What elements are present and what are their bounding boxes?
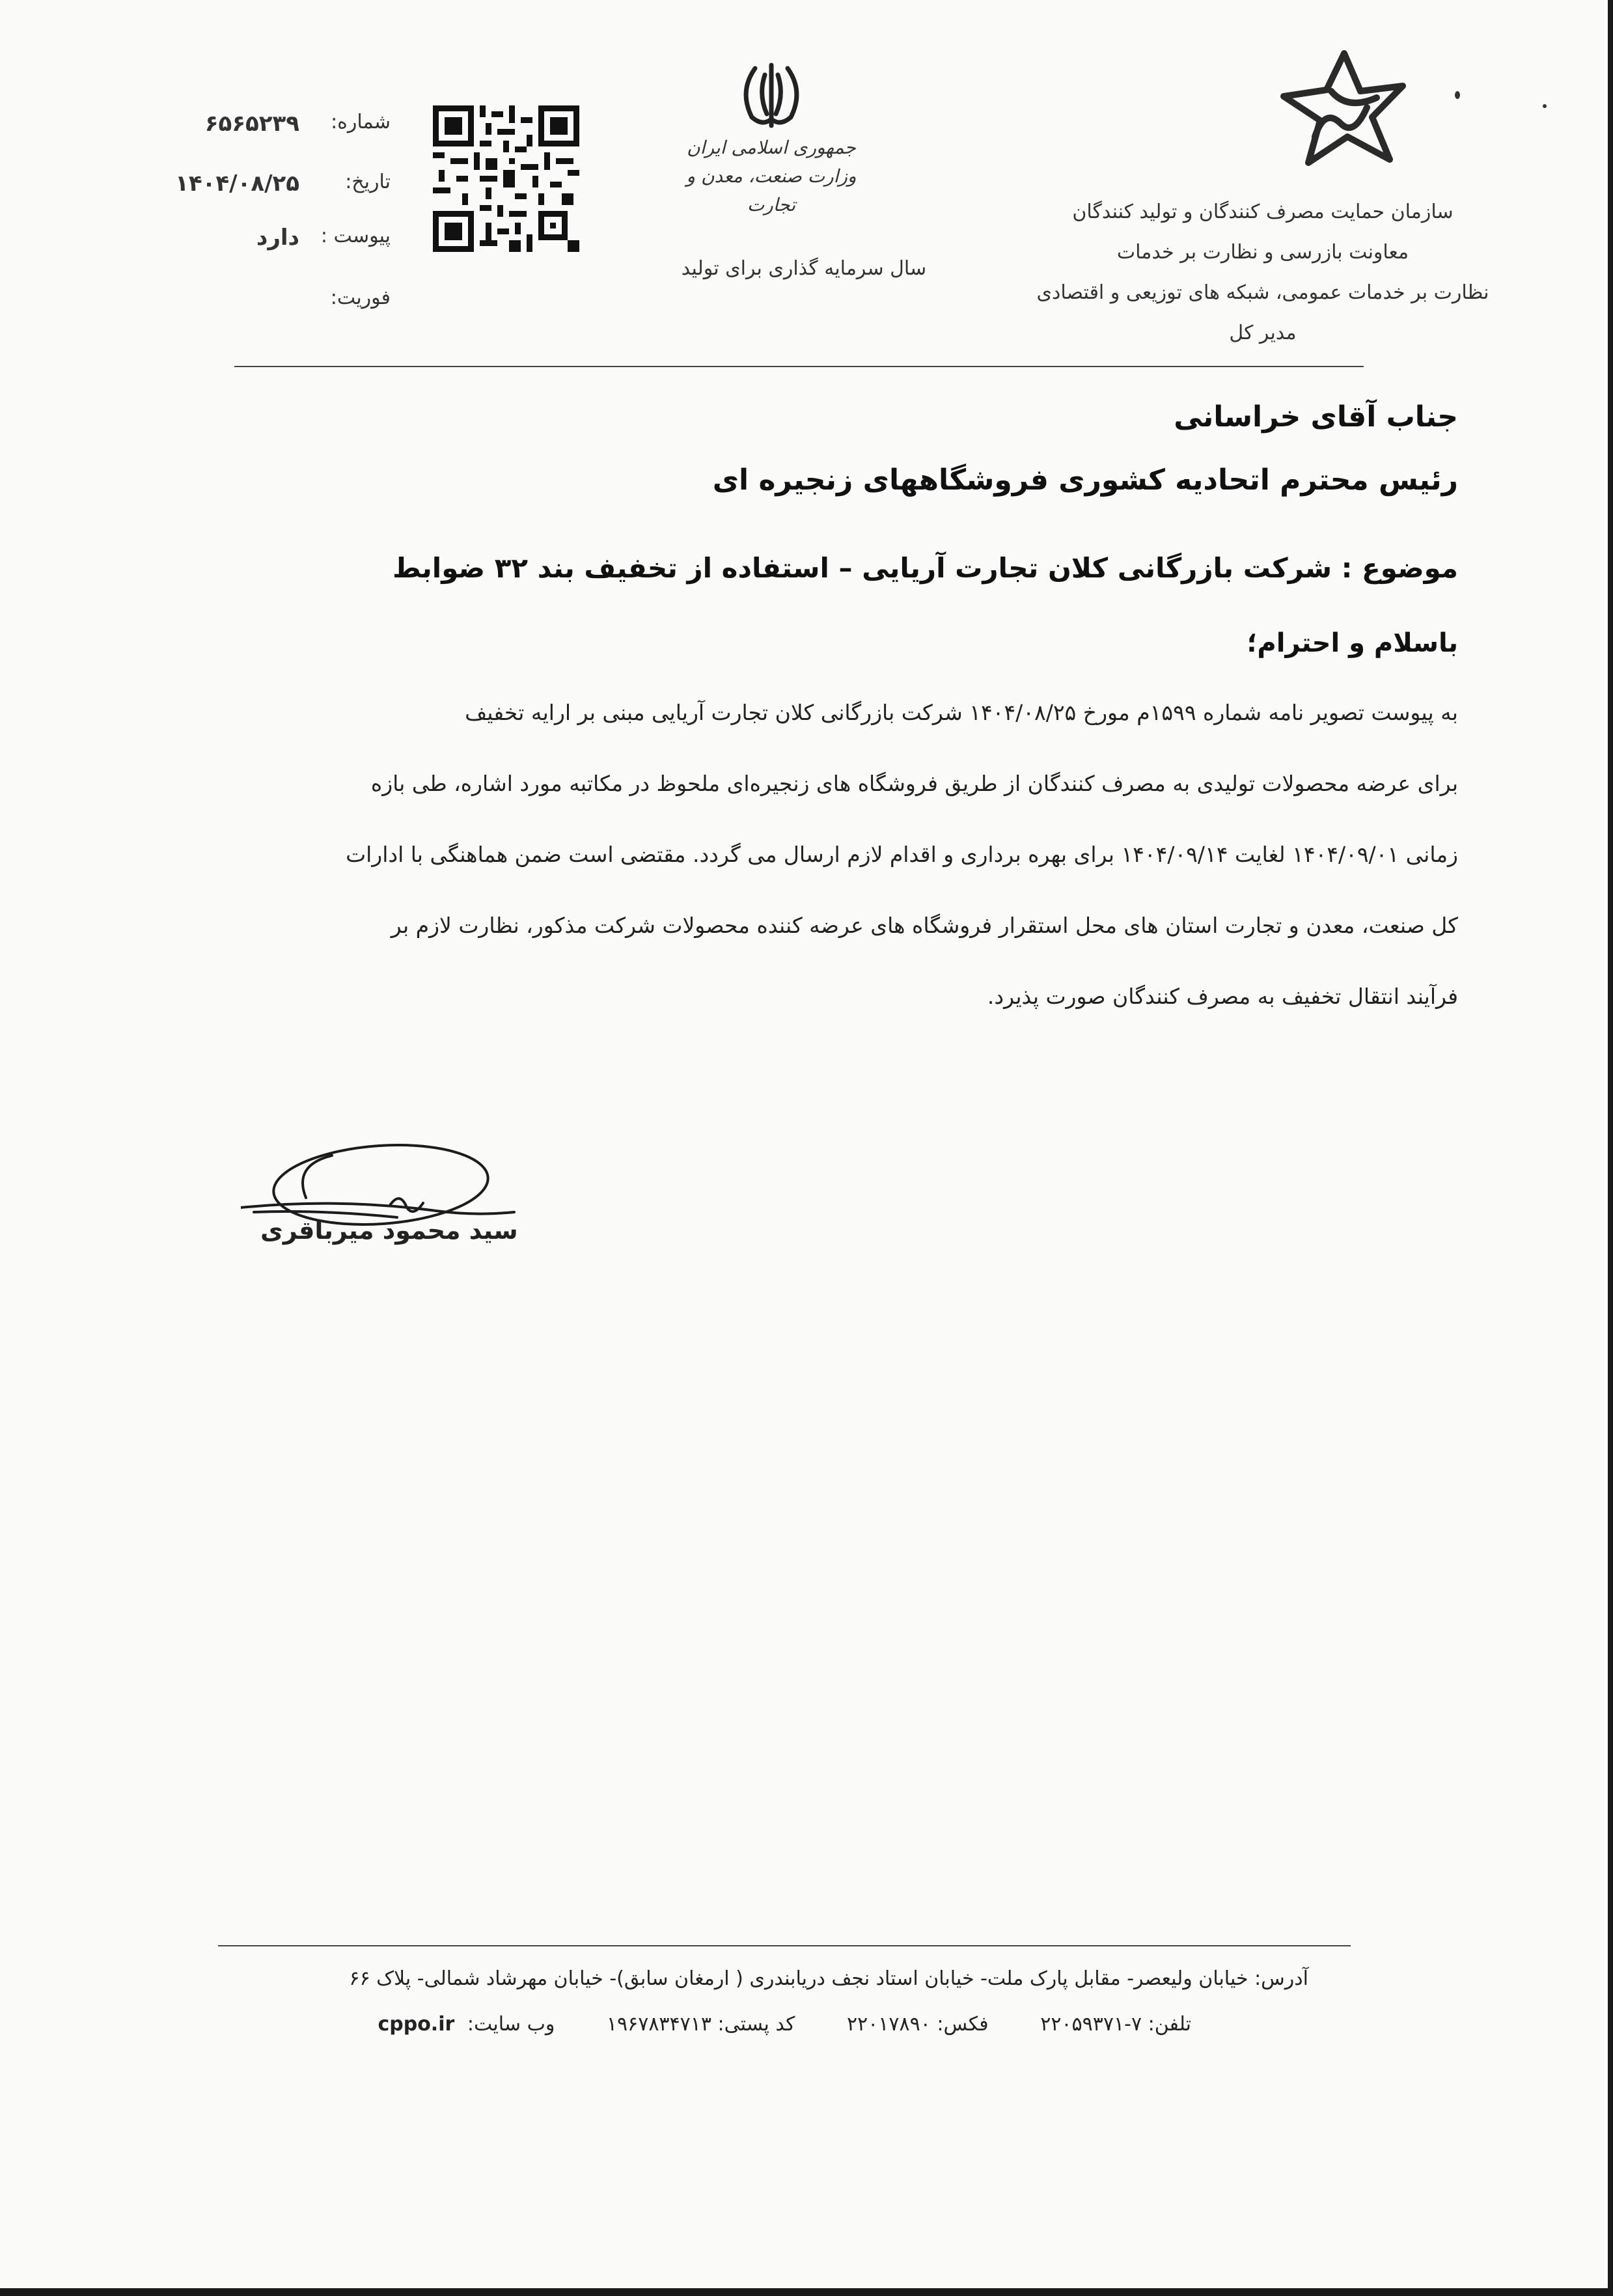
footer-contacts [378, 2013, 1191, 2036]
org-line-1: سازمان حمایت مصرف کنندگان و تولید کنندگان [1072, 201, 1454, 223]
body-line-4: کل صنعت، معدن و تجارت استان های محل استقرار فروشگاه های عرضه کننده محصولات شرکت مذکور، نظارت لازم بر [391, 913, 1458, 938]
org-line-2: معاونت بازرسی و نظارت بر خدمات [1116, 241, 1409, 264]
addressee-title: رئیس محترم اتحادیه کشوری فروشگاههای زنجیره ای [712, 463, 1458, 497]
footer-website-link[interactable]: cppo.ir [378, 2013, 455, 2036]
meta-attachment-row [143, 225, 391, 257]
org-line-4: مدیر کل [1229, 322, 1297, 344]
attachment-label: پیوست : [320, 225, 391, 247]
body-line-3: زمانی ۱۴۰۴/۰۹/۰۱ لغایت ۱۴۰۴/۰۹/۱۴ برای بهره برداری و اقدام لازم ارسال می گردد. مقتضی است ضمن هماهنگی با ادارات [346, 842, 1458, 867]
qr-code-icon [433, 105, 579, 252]
footer-website-label: وب سایت: [467, 2013, 555, 2036]
org-line-3: نظارت بر خدمات عمومی، شبکه های توزیعی و اقتصادی [1036, 281, 1489, 304]
letter-body [156, 677, 1458, 1032]
number-label: شماره: [331, 111, 391, 133]
salutation: باسلام و احترام؛ [1247, 628, 1458, 658]
date-label: تاریخ: [345, 171, 391, 193]
year-slogan: سال سرمایه گذاری برای تولید [681, 257, 927, 280]
ministry-line-1: جمهوری اسلامی ایران [687, 137, 856, 158]
scan-speck [1543, 104, 1547, 108]
organization-heading [996, 192, 1530, 353]
star-logo-icon [1269, 46, 1419, 189]
scan-speck [1455, 91, 1460, 99]
urgency-label: فوریت: [330, 286, 391, 309]
body-line-1: به پیوست تصویر نامه شماره ۱۵۹۹م مورخ ۱۴۰۴/۰۸/۲۵ شرکت بازرگانی کلان تجارت آریایی مبنی بر ارایه تخفیف [465, 700, 1458, 725]
iran-emblem-icon [729, 55, 814, 133]
addressee-name: جناب آقای خراسانی [1174, 400, 1458, 434]
header-divider [234, 366, 1364, 367]
body-line-2: برای عرضه محصولات تولیدی به مصرف کنندگان از طریق فروشگاه های زنجیره‌ای ملحوظ در مکاتبه مورد اشاره، طی بازه [370, 771, 1458, 796]
meta-number-row [143, 111, 391, 143]
body-line-5: فرآیند انتقال تخفیف به مصرف کنندگان صورت پذیرد. [987, 984, 1458, 1009]
ministry-name [664, 133, 879, 219]
footer-fax: فکس: ۲۲۰۱۷۸۹۰ [846, 2013, 989, 2036]
meta-date-row [143, 171, 391, 203]
letter-subject: موضوع : شرکت بازرگانی کلان تجارت آریایی – استفاده از تخفیف بند ۳۲ ضوابط [393, 552, 1458, 584]
footer-address: آدرس: خیابان ولیعصر- مقابل پارک ملت- خیابان استاد نجف دریابندری ( ارمغان سابق)- خیابان مهرشاد شمالی- پلاک ۶۶ [349, 1967, 1308, 1990]
ministry-line-2: وزارت صنعت، معدن و تجارت [686, 165, 857, 215]
signer-name: سید محمود میرباقری [260, 1216, 518, 1245]
footer-phone: تلفن: ۷-۲۲۰۵۹۳۷۱ [1040, 2013, 1191, 2036]
meta-urgency-row [143, 286, 391, 319]
attachment-value: دارد [256, 225, 299, 251]
date-value: ۱۴۰۴/۰۸/۲۵ [175, 171, 299, 197]
footer-postal-code: کد پستی: ۱۹۶۷۸۳۴۷۱۳ [606, 2013, 795, 2036]
footer-divider [218, 1945, 1351, 1946]
number-value: ۶۵۶۵۲۳۹ [204, 111, 299, 137]
